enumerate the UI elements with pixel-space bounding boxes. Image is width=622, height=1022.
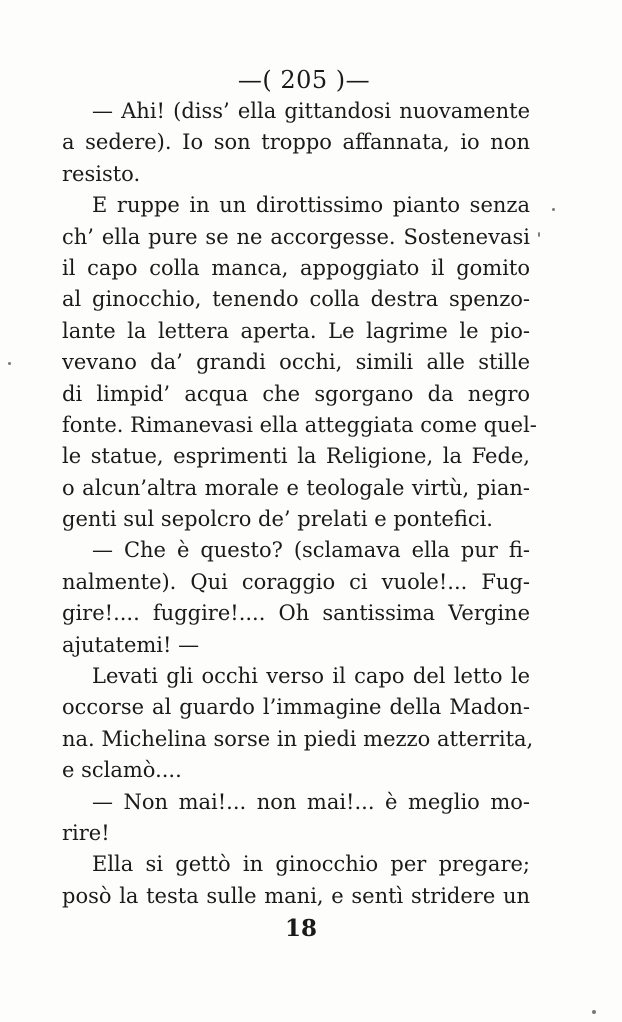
- paper-speck: [592, 1010, 596, 1014]
- text-line: posò la testa sulle mani, e sentì stridere un: [62, 883, 530, 908]
- text-line: na. Michelina sorse in piedi mezzo atterrita,: [62, 726, 534, 751]
- text-line: nalmente). Qui coraggio ci vuole!... Fug-: [62, 569, 530, 594]
- text-block: [62, 64, 537, 944]
- paper-speck: [552, 208, 555, 211]
- text-line: Ella si gettò in ginocchio per pregare;: [92, 852, 530, 877]
- signature-mark: 18: [284, 915, 317, 943]
- page-number-header: —( 205 )—: [237, 66, 371, 94]
- text-line: ajutatemi! —: [62, 632, 200, 657]
- text-line: le statue, esprimenti la Religione, la Fede,: [62, 444, 530, 469]
- text-line: e sclamò....: [62, 758, 182, 783]
- text-line: occorse al guardo l’immagine della Madon-: [62, 695, 530, 720]
- text-line: fonte. Rimanevasi ella atteggiata come quel-: [62, 412, 537, 437]
- text-line: genti sul sepolcro de’ prelati e pontefici.: [62, 507, 493, 532]
- text-line: — Che è questo? (sclamava ella pur fi-: [92, 538, 530, 563]
- text-line: gire!.... fuggire!.... Oh santissima Vergine: [62, 601, 530, 626]
- text-line: a sedere). Io son troppo affannata, io non: [62, 130, 530, 155]
- paper-speck: [8, 362, 11, 365]
- text-line: il capo colla manca, appoggiato il gomito: [62, 255, 530, 280]
- text-line: E ruppe in un dirottissimo pianto senza: [92, 193, 530, 218]
- text-line: o alcun’altra morale e teologale virtù, pian-: [62, 475, 530, 500]
- text-line: Levati gli occhi verso il capo del letto le: [92, 664, 530, 689]
- text-line: al ginocchio, tenendo colla destra spenzo-: [62, 287, 530, 312]
- text-line: di limpid’ acqua che sgorgano da negro: [62, 381, 530, 406]
- paper-speck: [538, 232, 540, 237]
- text-line: lante la lettera aperta. Le lagrime le pio-: [62, 318, 530, 343]
- text-line: resisto.: [62, 161, 141, 186]
- text-line: — Ahi! (diss’ ella gittandosi nuovamente: [92, 99, 530, 123]
- text-line: rire!: [62, 820, 110, 845]
- text-line: — Non mai!... non mai!... è meglio mo-: [92, 789, 530, 814]
- text-line: ch’ ella pure se ne accorgesse. Sostenevasi: [62, 224, 530, 249]
- text-line: vevano da’ grandi occhi, simili alle stille: [62, 350, 530, 375]
